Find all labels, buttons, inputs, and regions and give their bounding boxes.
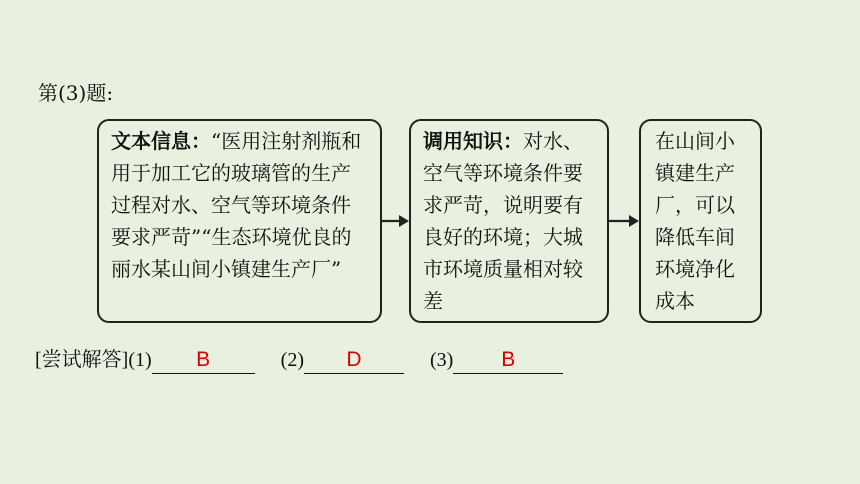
knowledge-content: 对水、空气等环境条件要求严苛，说明要有良好的环境；大城市环境质量相对较差: [423, 129, 583, 313]
answer-number: (1): [128, 349, 152, 371]
answer-number: (2): [280, 349, 304, 371]
answer-prefix: [尝试解答]: [35, 349, 129, 371]
answer-blank: D: [304, 347, 404, 374]
flow-arrow-icon: [382, 211, 409, 231]
answer-blank: B: [453, 347, 563, 374]
text-info-label: 文本信息：: [111, 129, 211, 153]
answer-blank: B: [152, 347, 255, 374]
conclusion-content: 在山间小镇建生产厂，可以降低车间环境净化成本: [655, 129, 735, 313]
answer-number: (3): [429, 349, 454, 371]
text-info-box: [97, 119, 382, 323]
text-info-content: “医用注射剂瓶和用于加工它的玻璃管的生产过程对水、空气等环境条件要求严苛”“生态环境优良的丽水某山间小镇建生产厂”: [111, 129, 362, 281]
knowledge-box: [409, 119, 609, 323]
knowledge-label: 调用知识：: [423, 129, 523, 153]
question-label: 第(3)题:: [38, 81, 114, 105]
conclusion-box: [639, 119, 762, 323]
answer-row: [35, 346, 563, 374]
flow-arrow-icon: [609, 211, 639, 231]
